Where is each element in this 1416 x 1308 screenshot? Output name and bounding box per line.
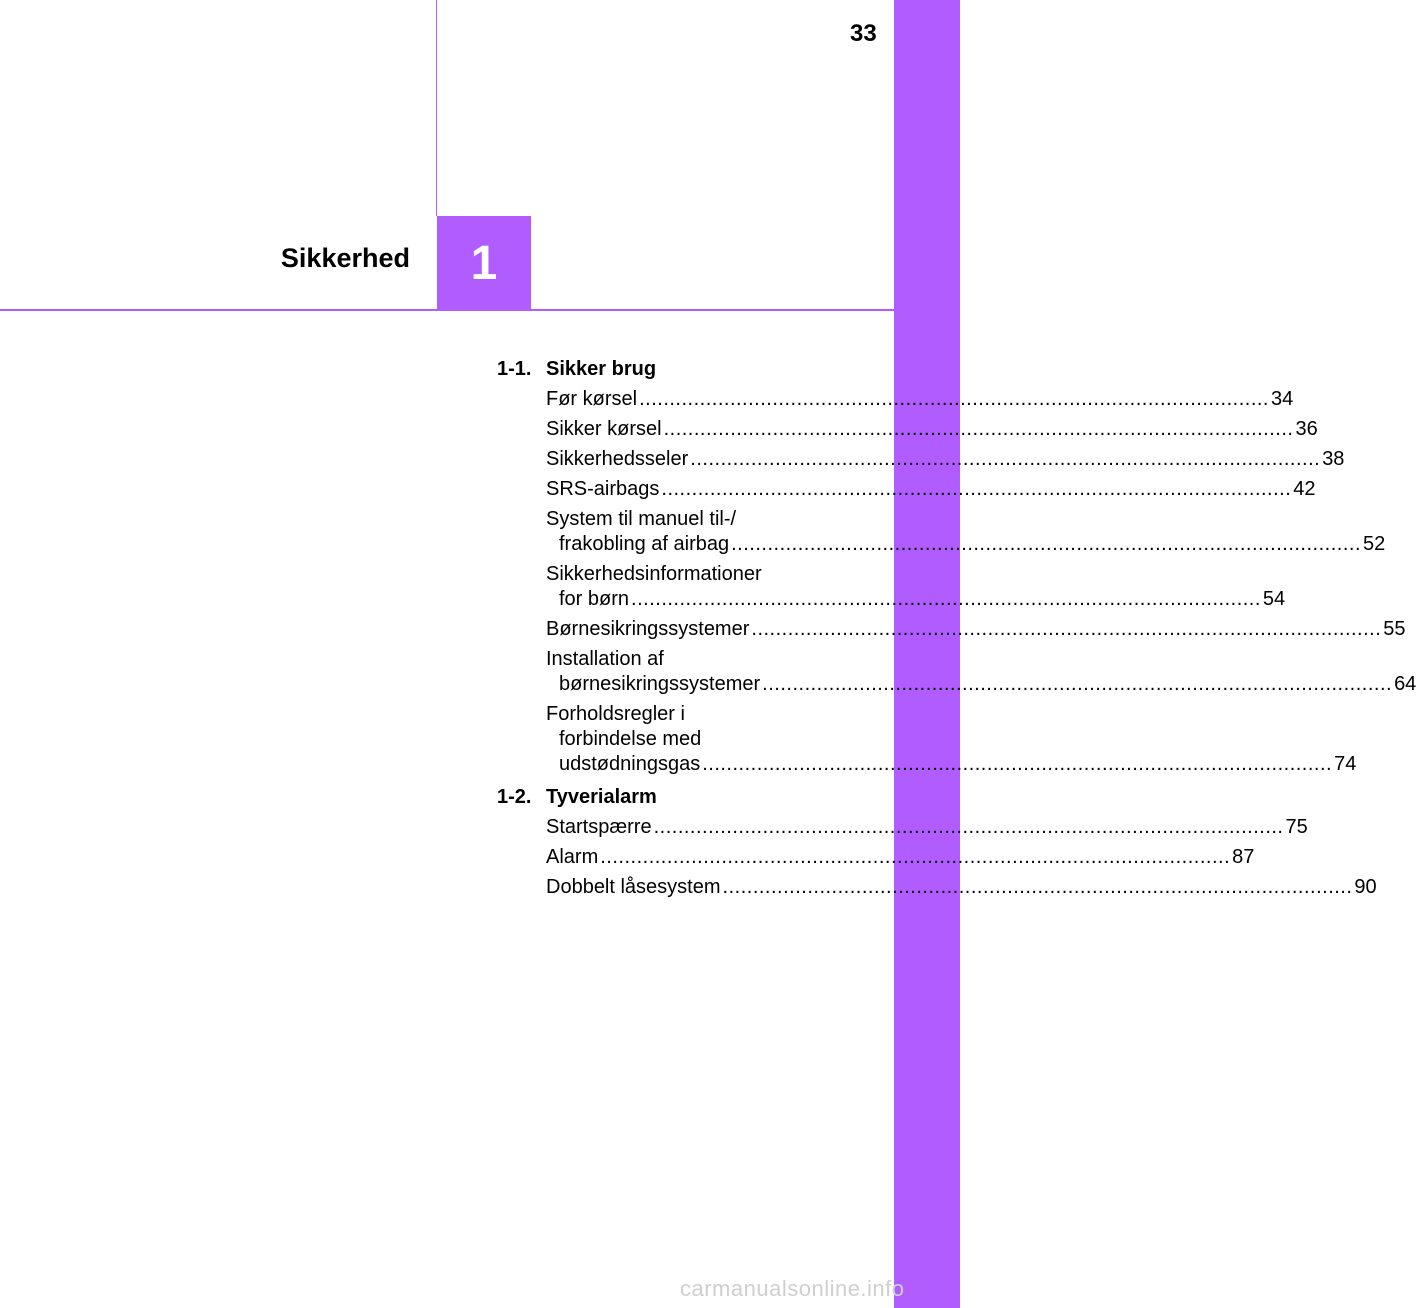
toc-entry-text: Før kørsel [546, 387, 638, 410]
toc-leader-dots [654, 816, 1284, 838]
toc-entry[interactable] [546, 872, 1377, 902]
toc-entry-text: børnesikringssystemer [559, 672, 761, 695]
toc-leader-dots [751, 618, 1381, 640]
toc-section-number: 1-1. [497, 358, 532, 380]
page-number: 33 [850, 20, 877, 47]
toc-leader-dots [702, 753, 1332, 775]
toc-entry-text: Startspærre [546, 815, 652, 838]
toc-leader-dots [731, 533, 1361, 555]
toc-entry-page: 34 [1270, 387, 1294, 410]
toc-entry-text: forbindelse med [559, 727, 702, 750]
toc-entry-page: 75 [1285, 815, 1308, 838]
toc-entry-page: 87 [1232, 845, 1255, 868]
chapter-side-tab [894, 0, 960, 1308]
toc-entry[interactable] [546, 812, 1308, 842]
toc-entry-text: Børnesikringssystemer [546, 617, 750, 640]
toc-entry-text: Sikkerhedsinformationer [546, 562, 762, 585]
toc-entry-text: Sikkerhedsseler [546, 447, 689, 470]
table-of-contents [497, 354, 1416, 902]
toc-entry-text: udstødningsgas [559, 752, 701, 775]
toc-entry[interactable] [546, 559, 1286, 614]
toc-leader-dots [639, 388, 1269, 410]
toc-entry-page: 64 [1394, 672, 1416, 695]
toc-entry-page: 74 [1334, 752, 1357, 775]
toc-entry-page: 42 [1293, 477, 1316, 500]
toc-entry[interactable] [546, 614, 1406, 644]
toc-entry-text: Installation af [546, 647, 664, 670]
toc-entry-page: 52 [1363, 532, 1386, 555]
toc-entry[interactable] [546, 504, 1386, 559]
toc-entry-page: 54 [1262, 587, 1286, 610]
chapter-number-badge [437, 216, 531, 310]
chapter-number: 1 [470, 236, 498, 290]
toc-entry[interactable] [546, 644, 1416, 699]
toc-entry-text: Alarm [546, 845, 599, 868]
toc-entry-text: SRS-airbags [546, 477, 660, 500]
toc-leader-dots [600, 846, 1230, 868]
toc-leader-dots [664, 418, 1294, 440]
toc-entry[interactable] [546, 384, 1294, 414]
toc-entry-page: 36 [1295, 417, 1318, 440]
toc-entry-text: Dobbelt låsesystem [546, 875, 721, 898]
watermark: carmanualsonline.info [680, 1276, 905, 1301]
header-divider-vertical [436, 0, 437, 216]
toc-entry-text: frakobling af airbag [559, 532, 730, 555]
toc-section-number: 1-2. [497, 786, 532, 808]
toc-entry[interactable] [546, 414, 1318, 444]
toc-leader-dots [723, 876, 1353, 898]
toc-entry[interactable] [546, 474, 1316, 504]
toc-entry[interactable] [546, 842, 1255, 872]
toc-entry-text: System til manuel til-/ [546, 507, 737, 530]
toc-section-title: Sikker brug [546, 358, 657, 380]
toc-leader-dots [690, 448, 1320, 470]
toc-entry-page: 90 [1354, 875, 1377, 898]
toc-leader-dots [661, 478, 1291, 500]
toc-entry-text: for børn [559, 587, 630, 610]
toc-entry[interactable] [546, 444, 1345, 474]
toc-leader-dots [762, 673, 1392, 695]
toc-section-title: Tyverialarm [546, 786, 657, 808]
toc-entry-text: Sikker kørsel [546, 417, 662, 440]
toc-entry-text: Forholdsregler i [546, 702, 685, 725]
toc-leader-dots [631, 588, 1261, 610]
toc-section-heading [497, 354, 837, 384]
chapter-title: Sikkerhed [280, 243, 410, 273]
toc-entry-page: 55 [1383, 617, 1406, 640]
toc-section-heading [497, 782, 837, 812]
toc-entry-page: 38 [1322, 447, 1345, 470]
toc-entry[interactable] [546, 699, 1357, 779]
